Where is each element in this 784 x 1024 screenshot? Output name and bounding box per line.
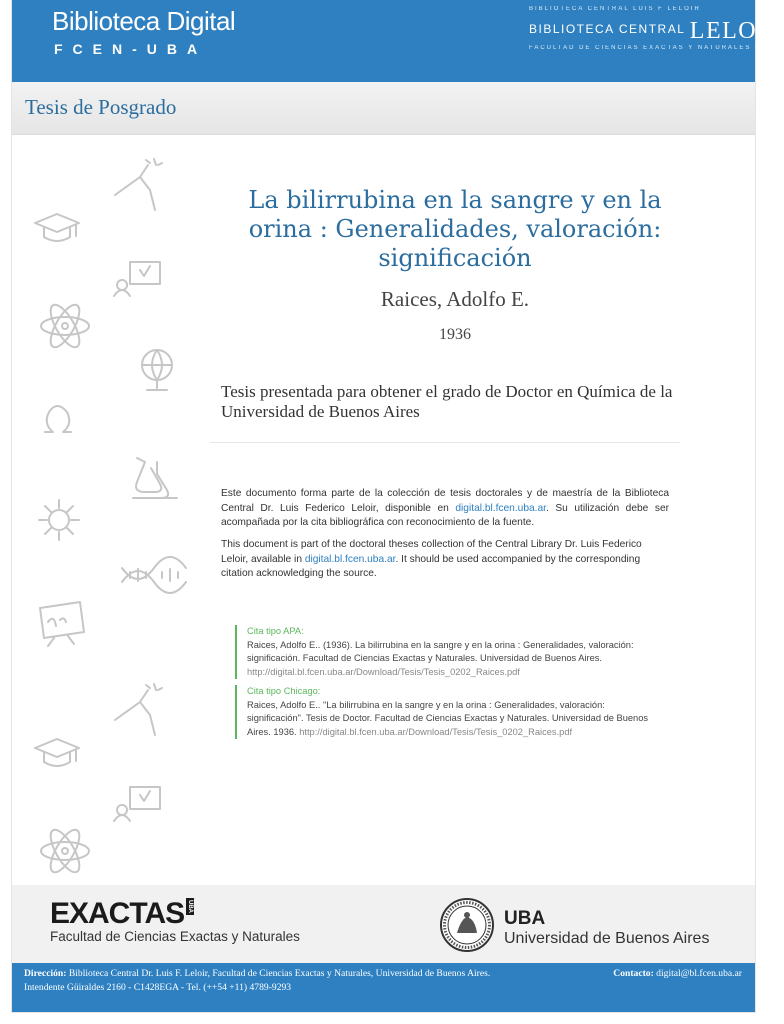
address-text: Biblioteca Central Dr. Luis F. Leloir, Facultad de Ciencias Exactas y Naturales, Universidad de Buenos Aires. (66, 968, 491, 979)
library-logo-bottom-text: FACULTAD DE CIENCIAS EXACTAS Y NATURALES UBA (529, 45, 774, 51)
thesis-year: 1936 (439, 326, 471, 343)
repository-link[interactable]: digital.bl.fcen.uba.ar (455, 502, 546, 514)
climber-icon (110, 155, 170, 215)
contact-email[interactable]: digital@bl.fcen.uba.ar (653, 968, 742, 979)
leloir-logo-mark: LELOIR (689, 18, 784, 44)
footer-address (24, 967, 584, 995)
dna-icon (120, 560, 188, 590)
exactas-logo (50, 897, 300, 944)
footer-contact (613, 967, 742, 981)
exactas-wordmark: EXACTAS (50, 897, 185, 930)
citation-chicago-label: Cita tipo Chicago: (247, 686, 321, 696)
thesis-author: Raices, Adolfo E. (380, 287, 530, 311)
notice-spanish-text-end: . Su utilización debe ser acompañada por la cita bibliográfica con reconocimiento de la fuente. (221, 502, 670, 528)
graduation-cap-icon (32, 208, 82, 248)
graduation-cap-icon-2 (32, 733, 82, 773)
exactas-faculty-name: Facultad de Ciencias Exactas y Naturales (50, 929, 300, 944)
uba-logo (504, 908, 709, 948)
section-title: Tesis de Posgrado (25, 95, 177, 119)
student-board-icon-2 (112, 783, 164, 823)
thesis-degree: Tesis presentada para obtener el grado de Doctor en Química de la Universidad de Buenos Aires (221, 382, 673, 421)
thesis-title: La bilirrubina en la sangre y en la orina : Generalidades, valoración: significación (248, 186, 662, 272)
atom-icon (37, 298, 93, 354)
brand-title: Biblioteca Digital (52, 6, 236, 36)
library-logo-top-text: BIBLIOTECA CENTRAL LUIS F LELOIR (529, 6, 701, 12)
footer-logos (12, 885, 755, 963)
citation-apa (235, 625, 662, 679)
citation-apa-label: Cita tipo APA: (247, 626, 304, 636)
citation-apa-url[interactable]: http://digital.bl.fcen.uba.ar/Download/Tesis/Tesis_0202_Raices.pdf (247, 666, 520, 677)
notice-english (221, 538, 669, 582)
header-band (12, 0, 784, 82)
uba-full-name: Universidad de Buenos Aires (504, 930, 710, 947)
virus-icon (34, 495, 84, 545)
uba-abbreviation: UBA (504, 908, 546, 929)
address-label: Dirección: (24, 968, 67, 979)
flask-icon (127, 448, 182, 503)
citation-chicago (235, 685, 662, 739)
student-board-icon (112, 258, 164, 298)
library-logo (529, 6, 784, 56)
citation-apa-text: Raices, Adolfo E.. (1936). La bilirrubina en la sangre y en la orina : Generalidades, valoración: significación. Facultad de Ciencias Exactas y Naturales. Universidad de Buenos Aires. (247, 639, 634, 663)
divider (210, 442, 680, 443)
uba-seal-icon (439, 897, 495, 953)
brand-subtitle: FCEN-UBA (54, 41, 208, 57)
notice-english-text-end: . It should be used accompanied by the corresponding citation acknowledging the source. (221, 553, 641, 579)
notice-spanish (221, 487, 669, 531)
notice-spanish-text: Este documento forma parte de la colección de tesis doctorales y de maestría de la Biblioteca Central Dr. Luis Federico Leloir, disponible en (221, 488, 669, 514)
notice-english-text: This document is part of the doctoral theses collection of the Central Library Dr. Luis Federico Leloir, available in (221, 539, 642, 565)
citation-chicago-body: Raices, Adolfo E.. "La bilirrubina en la sangre y en la orina : Generalidades, valoración: significación". Tesis de Doctor. Facultad de Ciencias Exactas y Naturales. Universidad de Buenos Aires. 1936. (247, 699, 649, 737)
contact-label: Contacto: (613, 968, 654, 979)
citation-chicago-url[interactable]: http://digital.bl.fcen.uba.ar/Download/Tesis/Tesis_0202_Raices.pdf (299, 726, 573, 737)
omega-icon (37, 398, 77, 438)
section-band (12, 82, 755, 135)
exactas-uba-tag: UBA (187, 900, 194, 913)
library-logo-main (529, 18, 784, 45)
globe-icon (137, 345, 177, 395)
atom-icon-2 (37, 823, 93, 879)
chalkboard-icon (34, 598, 89, 648)
document-page (12, 0, 784, 1012)
repository-link-english[interactable]: digital.bl.fcen.uba.ar (304, 553, 396, 565)
address-text-2: Intendente Güiraldes 2160 - C1428EGA - Tel. (++54 +11) 4789-9293 (24, 982, 292, 993)
climber-icon-2 (110, 680, 170, 740)
library-logo-name: BIBLIOTECA CENTRAL (529, 22, 685, 36)
footer-contact-band (12, 963, 755, 1012)
citation-chicago-text (247, 699, 662, 740)
